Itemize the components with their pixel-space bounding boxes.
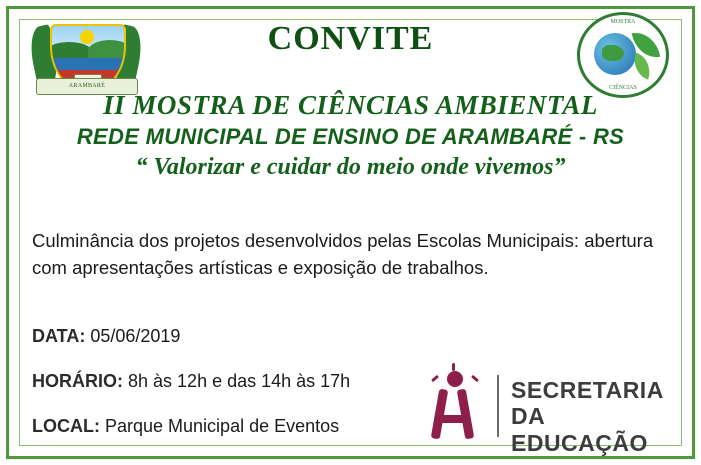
page-title: CONVITE bbox=[267, 20, 434, 57]
letter-a-crossbar bbox=[440, 415, 468, 423]
event-title-line-2: REDE MUNICIPAL DE ENSINO DE ARAMBARÉ - RS bbox=[76, 124, 625, 149]
secretaria-line-2: DA EDUCAÇÃO bbox=[511, 403, 648, 456]
coat-of-arms-ribbon: ARAMBARÉ bbox=[36, 78, 138, 95]
title-block bbox=[0, 90, 701, 181]
spark-top bbox=[452, 363, 455, 371]
logo-divider bbox=[497, 375, 499, 437]
event-title-line-1: II MOSTRA DE CIÊNCIAS AMBIENTAL bbox=[103, 90, 598, 120]
letter-a-right-stroke bbox=[457, 389, 475, 440]
detail-row-location bbox=[32, 416, 462, 437]
letter-a-left-stroke bbox=[431, 389, 449, 440]
detail-label-time: HORÁRIO: bbox=[32, 371, 123, 391]
eco-logo-bottom-text: CIÊNCIAS bbox=[609, 85, 637, 91]
spark-left bbox=[431, 375, 439, 382]
secretaria-text bbox=[511, 377, 667, 456]
event-slogan: “ Valorizar e cuidar do meio onde vivemos” bbox=[135, 154, 566, 180]
detail-value-location: Parque Municipal de Eventos bbox=[105, 416, 340, 436]
secretaria-mark-icon bbox=[425, 371, 487, 439]
detail-value-date: 05/06/2019 bbox=[90, 326, 181, 346]
figure-head-shape bbox=[447, 371, 463, 387]
spark-right bbox=[471, 375, 479, 382]
event-details bbox=[32, 326, 462, 461]
secretaria-line-1: SECRETARIA bbox=[511, 377, 664, 403]
eco-logo-top-text: MOSTRA bbox=[610, 19, 636, 25]
detail-row-time bbox=[32, 371, 462, 392]
event-description: Culminância dos projetos desenvolvidos pelas Escolas Municipais: abertura com apresentações artísticas e exposição de trabalhos. bbox=[32, 230, 654, 278]
detail-label-location: LOCAL: bbox=[32, 416, 100, 436]
water-band bbox=[52, 58, 124, 70]
detail-row-date bbox=[32, 326, 462, 347]
secretaria-logo bbox=[425, 371, 667, 456]
detail-value-time: 8h às 12h e das 14h às 17h bbox=[128, 371, 351, 391]
detail-label-date: DATA: bbox=[32, 326, 86, 346]
